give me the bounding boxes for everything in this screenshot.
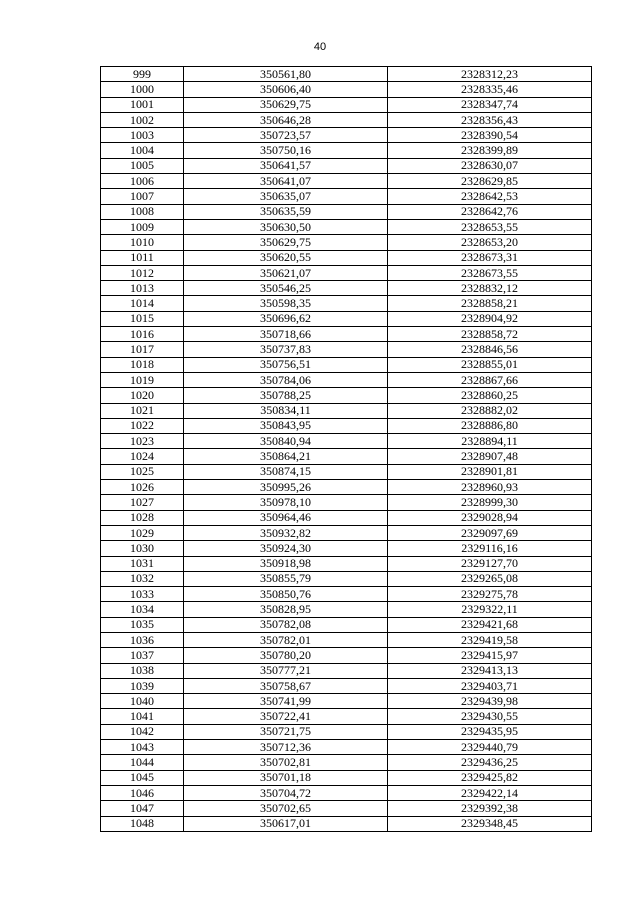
x-coordinate-cell: 350828,95	[184, 602, 388, 617]
x-coordinate-cell: 350964,46	[184, 510, 388, 525]
x-coordinate-cell: 350782,01	[184, 632, 388, 647]
table-row	[101, 449, 592, 464]
x-coordinate-cell: 350758,67	[184, 678, 388, 693]
point-number-cell: 999	[101, 67, 184, 82]
x-coordinate-cell: 350606,40	[184, 82, 388, 97]
table-row	[101, 189, 592, 204]
y-coordinate-cell: 2328858,72	[388, 327, 592, 342]
point-number-cell: 1020	[101, 388, 184, 403]
y-coordinate-cell: 2328630,07	[388, 158, 592, 173]
y-coordinate-cell: 2328846,56	[388, 342, 592, 357]
x-coordinate-cell: 350924,30	[184, 541, 388, 556]
table-row	[101, 556, 592, 571]
y-coordinate-cell: 2329430,55	[388, 709, 592, 724]
y-coordinate-cell: 2328882,02	[388, 403, 592, 418]
y-coordinate-cell: 2329425,82	[388, 770, 592, 785]
x-coordinate-cell: 350546,25	[184, 281, 388, 296]
y-coordinate-cell: 2329422,14	[388, 785, 592, 800]
table-row	[101, 785, 592, 800]
table-row	[101, 174, 592, 189]
point-number-cell: 1027	[101, 495, 184, 510]
y-coordinate-cell: 2328653,20	[388, 235, 592, 250]
table-row	[101, 571, 592, 586]
y-coordinate-cell: 2328904,92	[388, 311, 592, 326]
x-coordinate-cell: 350629,75	[184, 97, 388, 112]
y-coordinate-cell: 2329028,94	[388, 510, 592, 525]
table-row	[101, 311, 592, 326]
x-coordinate-cell: 350641,57	[184, 158, 388, 173]
x-coordinate-cell: 350617,01	[184, 816, 388, 831]
y-coordinate-cell: 2328886,80	[388, 418, 592, 433]
table-row	[101, 97, 592, 112]
table-row	[101, 265, 592, 280]
x-coordinate-cell: 350718,66	[184, 327, 388, 342]
point-number-cell: 1028	[101, 510, 184, 525]
x-coordinate-cell: 350629,75	[184, 235, 388, 250]
table-row	[101, 82, 592, 97]
table-row	[101, 755, 592, 770]
x-coordinate-cell: 350712,36	[184, 740, 388, 755]
point-number-cell: 1008	[101, 204, 184, 219]
y-coordinate-cell: 2328335,46	[388, 82, 592, 97]
point-number-cell: 1003	[101, 128, 184, 143]
coordinates-table	[100, 66, 592, 832]
y-coordinate-cell: 2328629,85	[388, 174, 592, 189]
x-coordinate-cell: 350723,57	[184, 128, 388, 143]
table-row	[101, 480, 592, 495]
x-coordinate-cell: 350784,06	[184, 372, 388, 387]
point-number-cell: 1042	[101, 724, 184, 739]
point-number-cell: 1038	[101, 663, 184, 678]
x-coordinate-cell: 350788,25	[184, 388, 388, 403]
point-number-cell: 1030	[101, 541, 184, 556]
table-row	[101, 204, 592, 219]
point-number-cell: 1048	[101, 816, 184, 831]
table-row	[101, 694, 592, 709]
y-coordinate-cell: 2329415,97	[388, 648, 592, 663]
table-row	[101, 281, 592, 296]
table-row	[101, 143, 592, 158]
table-row	[101, 648, 592, 663]
point-number-cell: 1012	[101, 265, 184, 280]
y-coordinate-cell: 2328894,11	[388, 434, 592, 449]
y-coordinate-cell: 2328960,93	[388, 480, 592, 495]
table-row	[101, 235, 592, 250]
point-number-cell: 1034	[101, 602, 184, 617]
x-coordinate-cell: 350874,15	[184, 464, 388, 479]
point-number-cell: 1040	[101, 694, 184, 709]
table-row	[101, 602, 592, 617]
table-row	[101, 525, 592, 540]
point-number-cell: 1023	[101, 434, 184, 449]
x-coordinate-cell: 350777,21	[184, 663, 388, 678]
y-coordinate-cell: 2328390,54	[388, 128, 592, 143]
x-coordinate-cell: 350702,65	[184, 801, 388, 816]
x-coordinate-cell: 350630,50	[184, 219, 388, 234]
y-coordinate-cell: 2329440,79	[388, 740, 592, 755]
table-row	[101, 418, 592, 433]
y-coordinate-cell: 2328642,76	[388, 204, 592, 219]
x-coordinate-cell: 350864,21	[184, 449, 388, 464]
y-coordinate-cell: 2328999,30	[388, 495, 592, 510]
point-number-cell: 1005	[101, 158, 184, 173]
table-row	[101, 709, 592, 724]
table-row	[101, 296, 592, 311]
table-row	[101, 510, 592, 525]
point-number-cell: 1032	[101, 571, 184, 586]
table-row	[101, 434, 592, 449]
x-coordinate-cell: 350843,95	[184, 418, 388, 433]
point-number-cell: 1043	[101, 740, 184, 755]
table-row	[101, 128, 592, 143]
table-row	[101, 357, 592, 372]
table-row	[101, 740, 592, 755]
y-coordinate-cell: 2328858,21	[388, 296, 592, 311]
x-coordinate-cell: 350621,07	[184, 265, 388, 280]
table-row	[101, 617, 592, 632]
point-number-cell: 1022	[101, 418, 184, 433]
table-row	[101, 495, 592, 510]
page-number: 40	[313, 41, 327, 53]
y-coordinate-cell: 2329413,13	[388, 663, 592, 678]
point-number-cell: 1021	[101, 403, 184, 418]
y-coordinate-cell: 2328653,55	[388, 219, 592, 234]
point-number-cell: 1035	[101, 617, 184, 632]
point-number-cell: 1041	[101, 709, 184, 724]
y-coordinate-cell: 2328312,23	[388, 67, 592, 82]
table-row	[101, 801, 592, 816]
x-coordinate-cell: 350620,55	[184, 250, 388, 265]
x-coordinate-cell: 350834,11	[184, 403, 388, 418]
x-coordinate-cell: 350840,94	[184, 434, 388, 449]
y-coordinate-cell: 2328832,12	[388, 281, 592, 296]
point-number-cell: 1001	[101, 97, 184, 112]
table-row	[101, 541, 592, 556]
x-coordinate-cell: 350722,41	[184, 709, 388, 724]
point-number-cell: 1016	[101, 327, 184, 342]
x-coordinate-cell: 350978,10	[184, 495, 388, 510]
y-coordinate-cell: 2329392,38	[388, 801, 592, 816]
table-row	[101, 816, 592, 831]
y-coordinate-cell: 2329421,68	[388, 617, 592, 632]
x-coordinate-cell: 350741,99	[184, 694, 388, 709]
point-number-cell: 1045	[101, 770, 184, 785]
y-coordinate-cell: 2329097,69	[388, 525, 592, 540]
y-coordinate-cell: 2329403,71	[388, 678, 592, 693]
x-coordinate-cell: 350561,80	[184, 67, 388, 82]
x-coordinate-cell: 350780,20	[184, 648, 388, 663]
point-number-cell: 1011	[101, 250, 184, 265]
table-row	[101, 342, 592, 357]
point-number-cell: 1019	[101, 372, 184, 387]
point-number-cell: 1029	[101, 525, 184, 540]
point-number-cell: 1044	[101, 755, 184, 770]
x-coordinate-cell: 350918,98	[184, 556, 388, 571]
x-coordinate-cell: 350782,08	[184, 617, 388, 632]
y-coordinate-cell: 2329435,95	[388, 724, 592, 739]
x-coordinate-cell: 350646,28	[184, 112, 388, 127]
x-coordinate-cell: 350737,83	[184, 342, 388, 357]
point-number-cell: 1046	[101, 785, 184, 800]
table-row	[101, 158, 592, 173]
y-coordinate-cell: 2329419,58	[388, 632, 592, 647]
point-number-cell: 1009	[101, 219, 184, 234]
table-row	[101, 327, 592, 342]
point-number-cell: 1002	[101, 112, 184, 127]
table-row	[101, 632, 592, 647]
x-coordinate-cell: 350702,81	[184, 755, 388, 770]
point-number-cell: 1025	[101, 464, 184, 479]
x-coordinate-cell: 350696,62	[184, 311, 388, 326]
y-coordinate-cell: 2329439,98	[388, 694, 592, 709]
table-row	[101, 724, 592, 739]
point-number-cell: 1013	[101, 281, 184, 296]
table-row	[101, 250, 592, 265]
y-coordinate-cell: 2329116,16	[388, 541, 592, 556]
x-coordinate-cell: 350750,16	[184, 143, 388, 158]
x-coordinate-cell: 350850,76	[184, 587, 388, 602]
point-number-cell: 1014	[101, 296, 184, 311]
y-coordinate-cell: 2328855,01	[388, 357, 592, 372]
table-row	[101, 388, 592, 403]
point-number-cell: 1000	[101, 82, 184, 97]
point-number-cell: 1036	[101, 632, 184, 647]
point-number-cell: 1015	[101, 311, 184, 326]
y-coordinate-cell: 2328907,48	[388, 449, 592, 464]
point-number-cell: 1024	[101, 449, 184, 464]
x-coordinate-cell: 350641,07	[184, 174, 388, 189]
x-coordinate-cell: 350635,07	[184, 189, 388, 204]
x-coordinate-cell: 350598,35	[184, 296, 388, 311]
y-coordinate-cell: 2329322,11	[388, 602, 592, 617]
point-number-cell: 1026	[101, 480, 184, 495]
table-row	[101, 678, 592, 693]
y-coordinate-cell: 2329436,25	[388, 755, 592, 770]
point-number-cell: 1007	[101, 189, 184, 204]
coordinates-table-body	[101, 67, 592, 832]
point-number-cell: 1031	[101, 556, 184, 571]
table-row	[101, 67, 592, 82]
point-number-cell: 1033	[101, 587, 184, 602]
point-number-cell: 1037	[101, 648, 184, 663]
x-coordinate-cell: 350721,75	[184, 724, 388, 739]
y-coordinate-cell: 2328901,81	[388, 464, 592, 479]
x-coordinate-cell: 350932,82	[184, 525, 388, 540]
point-number-cell: 1017	[101, 342, 184, 357]
point-number-cell: 1018	[101, 357, 184, 372]
y-coordinate-cell: 2328642,53	[388, 189, 592, 204]
x-coordinate-cell: 350701,18	[184, 770, 388, 785]
point-number-cell: 1010	[101, 235, 184, 250]
y-coordinate-cell: 2329348,45	[388, 816, 592, 831]
table-row	[101, 112, 592, 127]
y-coordinate-cell: 2328347,74	[388, 97, 592, 112]
point-number-cell: 1039	[101, 678, 184, 693]
y-coordinate-cell: 2328356,43	[388, 112, 592, 127]
table-row	[101, 770, 592, 785]
y-coordinate-cell: 2329275,78	[388, 587, 592, 602]
x-coordinate-cell: 350995,26	[184, 480, 388, 495]
table-row	[101, 587, 592, 602]
y-coordinate-cell: 2328867,66	[388, 372, 592, 387]
table-row	[101, 464, 592, 479]
y-coordinate-cell: 2329265,08	[388, 571, 592, 586]
y-coordinate-cell: 2328673,31	[388, 250, 592, 265]
point-number-cell: 1004	[101, 143, 184, 158]
y-coordinate-cell: 2328860,25	[388, 388, 592, 403]
table-row	[101, 219, 592, 234]
point-number-cell: 1006	[101, 174, 184, 189]
x-coordinate-cell: 350635,59	[184, 204, 388, 219]
table-row	[101, 372, 592, 387]
y-coordinate-cell: 2328399,89	[388, 143, 592, 158]
point-number-cell: 1047	[101, 801, 184, 816]
x-coordinate-cell: 350704,72	[184, 785, 388, 800]
y-coordinate-cell: 2329127,70	[388, 556, 592, 571]
x-coordinate-cell: 350855,79	[184, 571, 388, 586]
x-coordinate-cell: 350756,51	[184, 357, 388, 372]
table-row	[101, 403, 592, 418]
y-coordinate-cell: 2328673,55	[388, 265, 592, 280]
table-row	[101, 663, 592, 678]
